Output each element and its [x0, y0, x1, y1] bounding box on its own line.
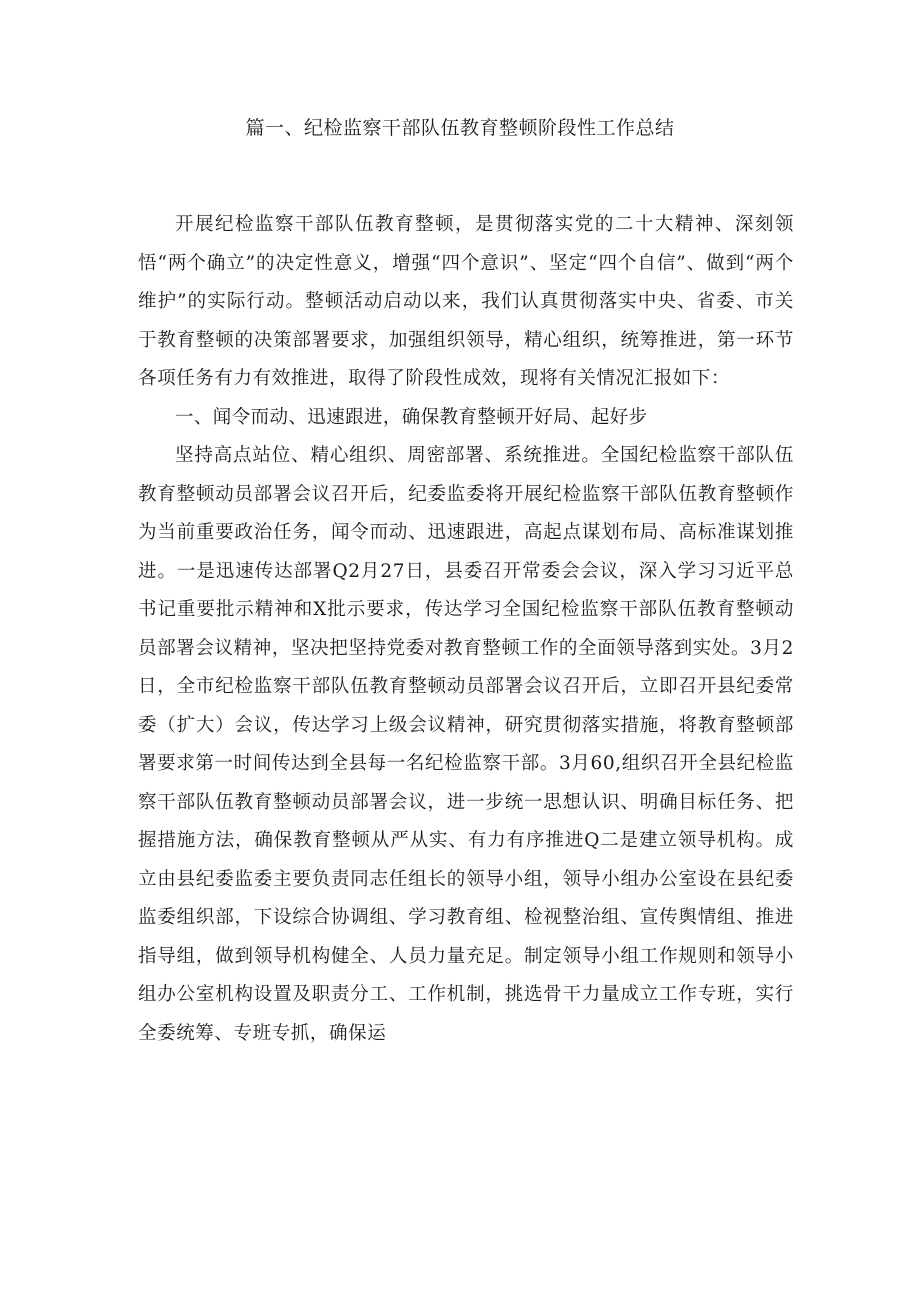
document-title: 篇一、纪检监察干部队伍教育整顿阶段性工作总结 [245, 117, 675, 139]
document-body [138, 206, 794, 1053]
section-one-paragraph: 坚持高点站位、精心组织、周密部署、系统推进。全国纪检监察干部队伍教育整顿动员部署会议召开后，纪委监委将开展纪检监察干部队伍教育整顿作为当前重要政治任务，闻令而动、迅速跟进，高起点谋划布局、高标准谋划推进。一是迅速传达部署Q2月27日，县委召开常委会会议，深入学习习近平总书记重要批示精神和X批示要求，传达学习全国纪检监察干部队伍教育整顿动员部署会议精神，坚决把坚持党委对教育整顿工作的全面领导落到实处。3月2日，全市纪检监察干部队伍教育整顿动员部署会议召开后，立即召开县纪委常委（扩大）会议，传达学习上级会议精神，研究贯彻落实措施，将教育整顿部署要求第一时间传达到全县每一名纪检监察干部。3月60,组织召开全县纪检监察干部队伍教育整顿动员部署会议，进一步统一思想认识、明确目标任务、把握措施方法，确保教育整顿从严从实、有力有序推进Q二是建立领导机构。成立由县纪委监委主要负责同志任组长的领导小组，领导小组办公室设在县纪委监委组织部，下设综合协调组、学习教育组、检视整治组、宣传舆情组、推进指导组，做到领导机构健全、人员力量充足。制定领导小组工作规则和领导小组办公室机构设置及职责分工、工作机制，挑选骨干力量成立工作专班，实行全委统筹、专班专抓，确保运 [138, 445, 794, 1044]
intro-paragraph: 开展纪检监察干部队伍教育整顿，是贯彻落实党的二十大精神、深刻领悟“两个确立”的决定性意义，增强“四个意识”、坚定“四个自信”、做到“两个维护”的实际行动。整顿活动启动以来，我们认真贯彻落实中央、省委、市关于教育整顿的决策部署要求，加强组织领导，精心组织，统筹推进，第一环节各项任务有力有效推进，取得了阶段性成效，现将有关情况汇报如下： [138, 214, 794, 389]
section-one-heading: 一、闻令而动、迅速跟进，确保教育整顿开好局、起好步 [175, 406, 648, 428]
